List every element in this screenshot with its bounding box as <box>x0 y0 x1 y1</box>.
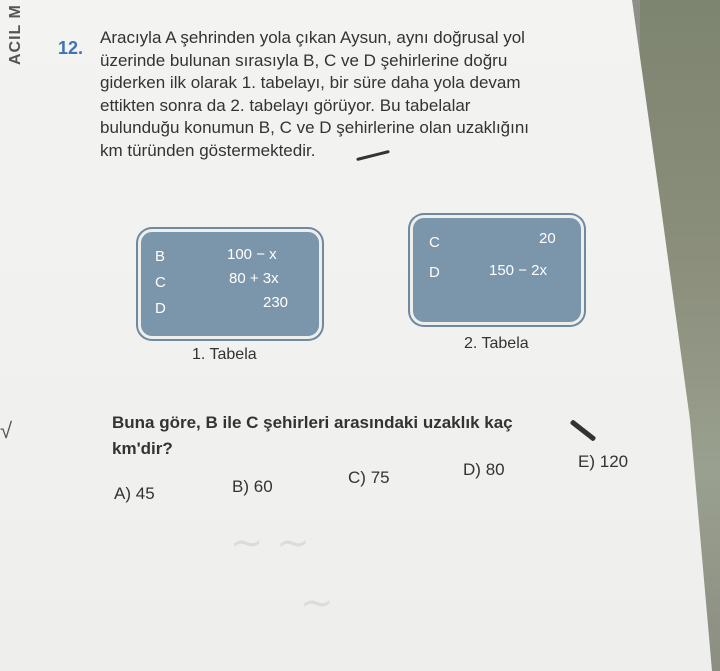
question-line: km türünden göstermektedir. <box>100 140 316 160</box>
sign-2-city: D <box>429 264 440 281</box>
prompt-line: Buna göre, B ile C şehirleri arasındaki uzaklık kaç <box>112 413 513 432</box>
question-line: bulunduğu konumun B, C ve D şehirlerine olan uzaklığını <box>100 118 530 137</box>
margin-check-mark: √ <box>0 418 13 443</box>
option-letter: D) <box>463 460 481 479</box>
prompt-line: km'dir? <box>112 439 173 458</box>
question-line: ettikten sonra da 2. tabelayı görüyor. Bu tabelalar <box>100 95 471 115</box>
sign-2-distance: 150 − 2x <box>489 262 547 279</box>
option-value: 80 <box>485 460 505 479</box>
sign-2-caption: 2. Tabela <box>464 335 529 352</box>
sign-1-city: B <box>155 248 166 265</box>
sign-2 <box>410 215 584 325</box>
answer-option-c[interactable] <box>348 468 390 488</box>
option-letter: E) <box>578 452 595 471</box>
sign-2-city: C <box>429 234 440 251</box>
answer-option-d[interactable] <box>463 460 505 480</box>
book-side-label: ACIL M <box>7 4 24 66</box>
question-text <box>100 27 600 162</box>
option-value: 120 <box>599 452 629 471</box>
sign-1-city: C <box>155 274 166 291</box>
answer-option-a[interactable] <box>114 484 155 504</box>
question-line: giderken ilk olarak 1. tabelayı, bir süre daha yola devam <box>100 73 521 92</box>
sign-1-caption: 1. Tabela <box>192 346 257 363</box>
faint-scribble: ~ <box>300 580 334 626</box>
question-line: Aracıyla A şehrinden yola çıkan Aysun, aynı doğrusal yol <box>100 28 525 47</box>
question-prompt <box>112 410 513 462</box>
option-letter: B) <box>232 477 249 496</box>
question-number: 12. <box>58 38 84 58</box>
faint-scribble: ~ ~ <box>230 520 310 566</box>
sign-1-distance: 230 <box>263 294 289 311</box>
sign-1-distance: 80 + 3x <box>229 270 279 287</box>
option-letter: C) <box>348 468 366 487</box>
option-value: 60 <box>253 477 273 496</box>
sign-2-distance: 20 <box>539 230 556 247</box>
option-letter: A) <box>114 484 131 503</box>
option-value: 75 <box>370 468 390 487</box>
answer-option-e[interactable] <box>578 452 628 472</box>
sign-1-city: D <box>155 300 166 317</box>
question-line: üzerinde bulunan sırasıyla B, C ve D şehirlerine doğru <box>100 50 508 70</box>
sign-1 <box>138 229 322 339</box>
option-value: 45 <box>135 484 155 503</box>
answer-option-b[interactable] <box>232 477 273 497</box>
sign-1-distance: 100 − x <box>227 246 277 263</box>
